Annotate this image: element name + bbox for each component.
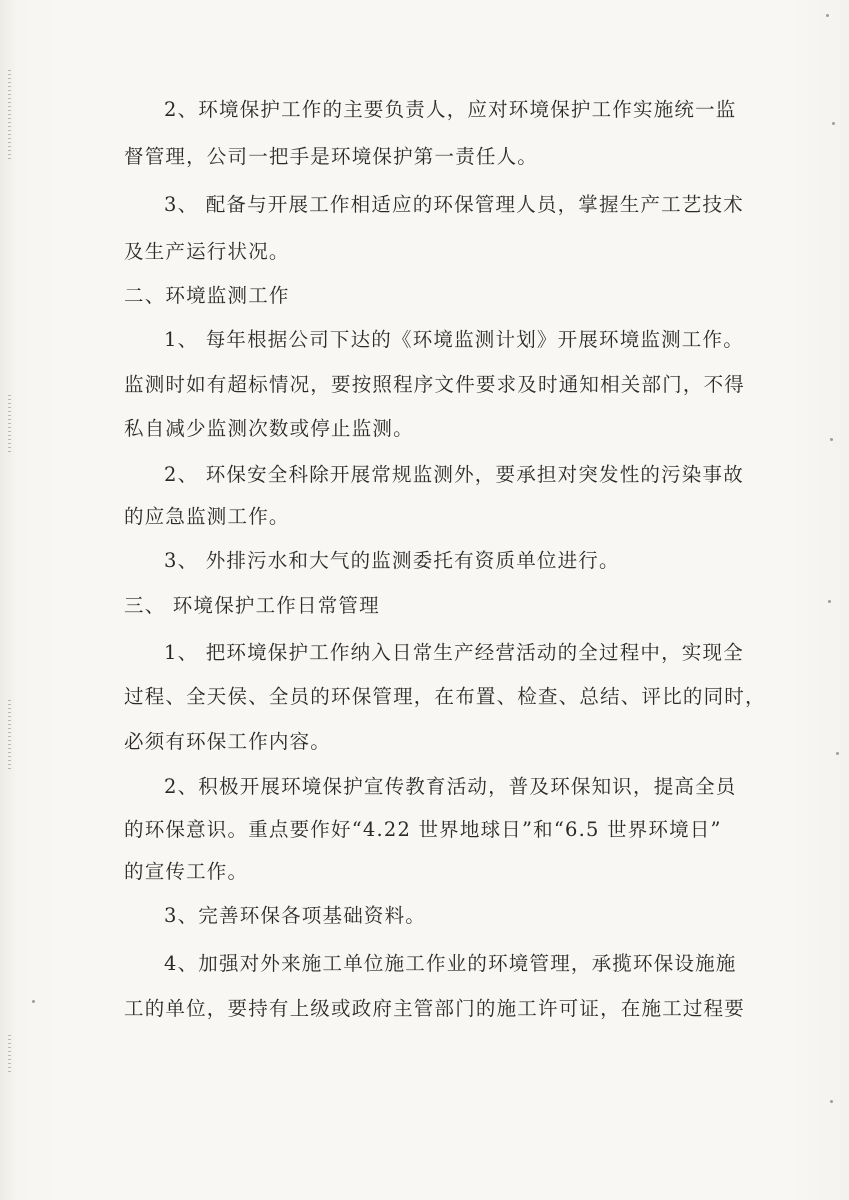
paragraph-line: 2、 环保安全科除开展常规监测外，要承担对突发性的污染事故 [164,463,744,486]
paragraph-line: 的应急监测工作。 [124,505,290,528]
paragraph-line: 的环保意识。重点要作好“4.22 世界地球日”和“6.5 世界环境日” [124,818,722,841]
scan-speck [830,1100,833,1103]
scan-speck [830,438,833,441]
paragraph-line: 督管理，公司一把手是环境保护第一责任人。 [124,145,539,168]
paragraph-line: 3、 配备与开展工作相适应的环保管理人员，掌握生产工艺技术 [164,193,744,216]
paragraph-line: 监测时如有超标情况，要按照程序文件要求及时通知相关部门，不得 [124,373,746,396]
paragraph-line: 4、加强对外来施工单位施工作业的环境管理，承揽环保设施施 [164,952,737,975]
paragraph-line: 必须有环保工作内容。 [124,730,332,753]
paragraph-line: 过程、全天侯、全员的环保管理，在布置、检查、总结、评比的同时， [124,685,766,708]
paragraph-line: 1、 把环境保护工作纳入日常生产经营活动的全过程中，实现全 [164,641,744,664]
paragraph-line: 3、 外排污水和大气的监测委托有资质单位进行。 [164,549,620,572]
section-heading: 二、环境监测工作 [124,284,290,307]
section-heading: 三、 环境保护工作日常管理 [124,594,380,617]
paragraph-line: 2、积极开展环境保护宣传教育活动，普及环保知识，提高全员 [164,775,737,798]
paragraph-line: 2、环境保护工作的主要负责人，应对环境保护工作实施统一监 [164,98,737,121]
scan-edge-mark [8,700,11,770]
scan-speck [832,122,835,125]
scan-speck [836,752,839,755]
paragraph-line: 的宣传工作。 [124,860,249,883]
paragraph-line: 1、 每年根据公司下达的《环境监测计划》开展环境监测工作。 [164,328,744,351]
scan-speck [828,600,831,603]
scan-speck [826,14,829,17]
scan-edge-mark [8,1035,11,1075]
scan-edge-mark [8,395,11,455]
paragraph-line: 3、完善环保各项基础资料。 [164,904,427,927]
paragraph-line: 及生产运行状况。 [124,240,290,263]
paragraph-line: 私自减少监测次数或停止监测。 [124,417,414,440]
scan-edge-mark [8,70,11,160]
scan-speck [32,1000,35,1003]
paragraph-line: 工的单位，要持有上级或政府主管部门的施工许可证，在施工过程要 [124,997,746,1020]
